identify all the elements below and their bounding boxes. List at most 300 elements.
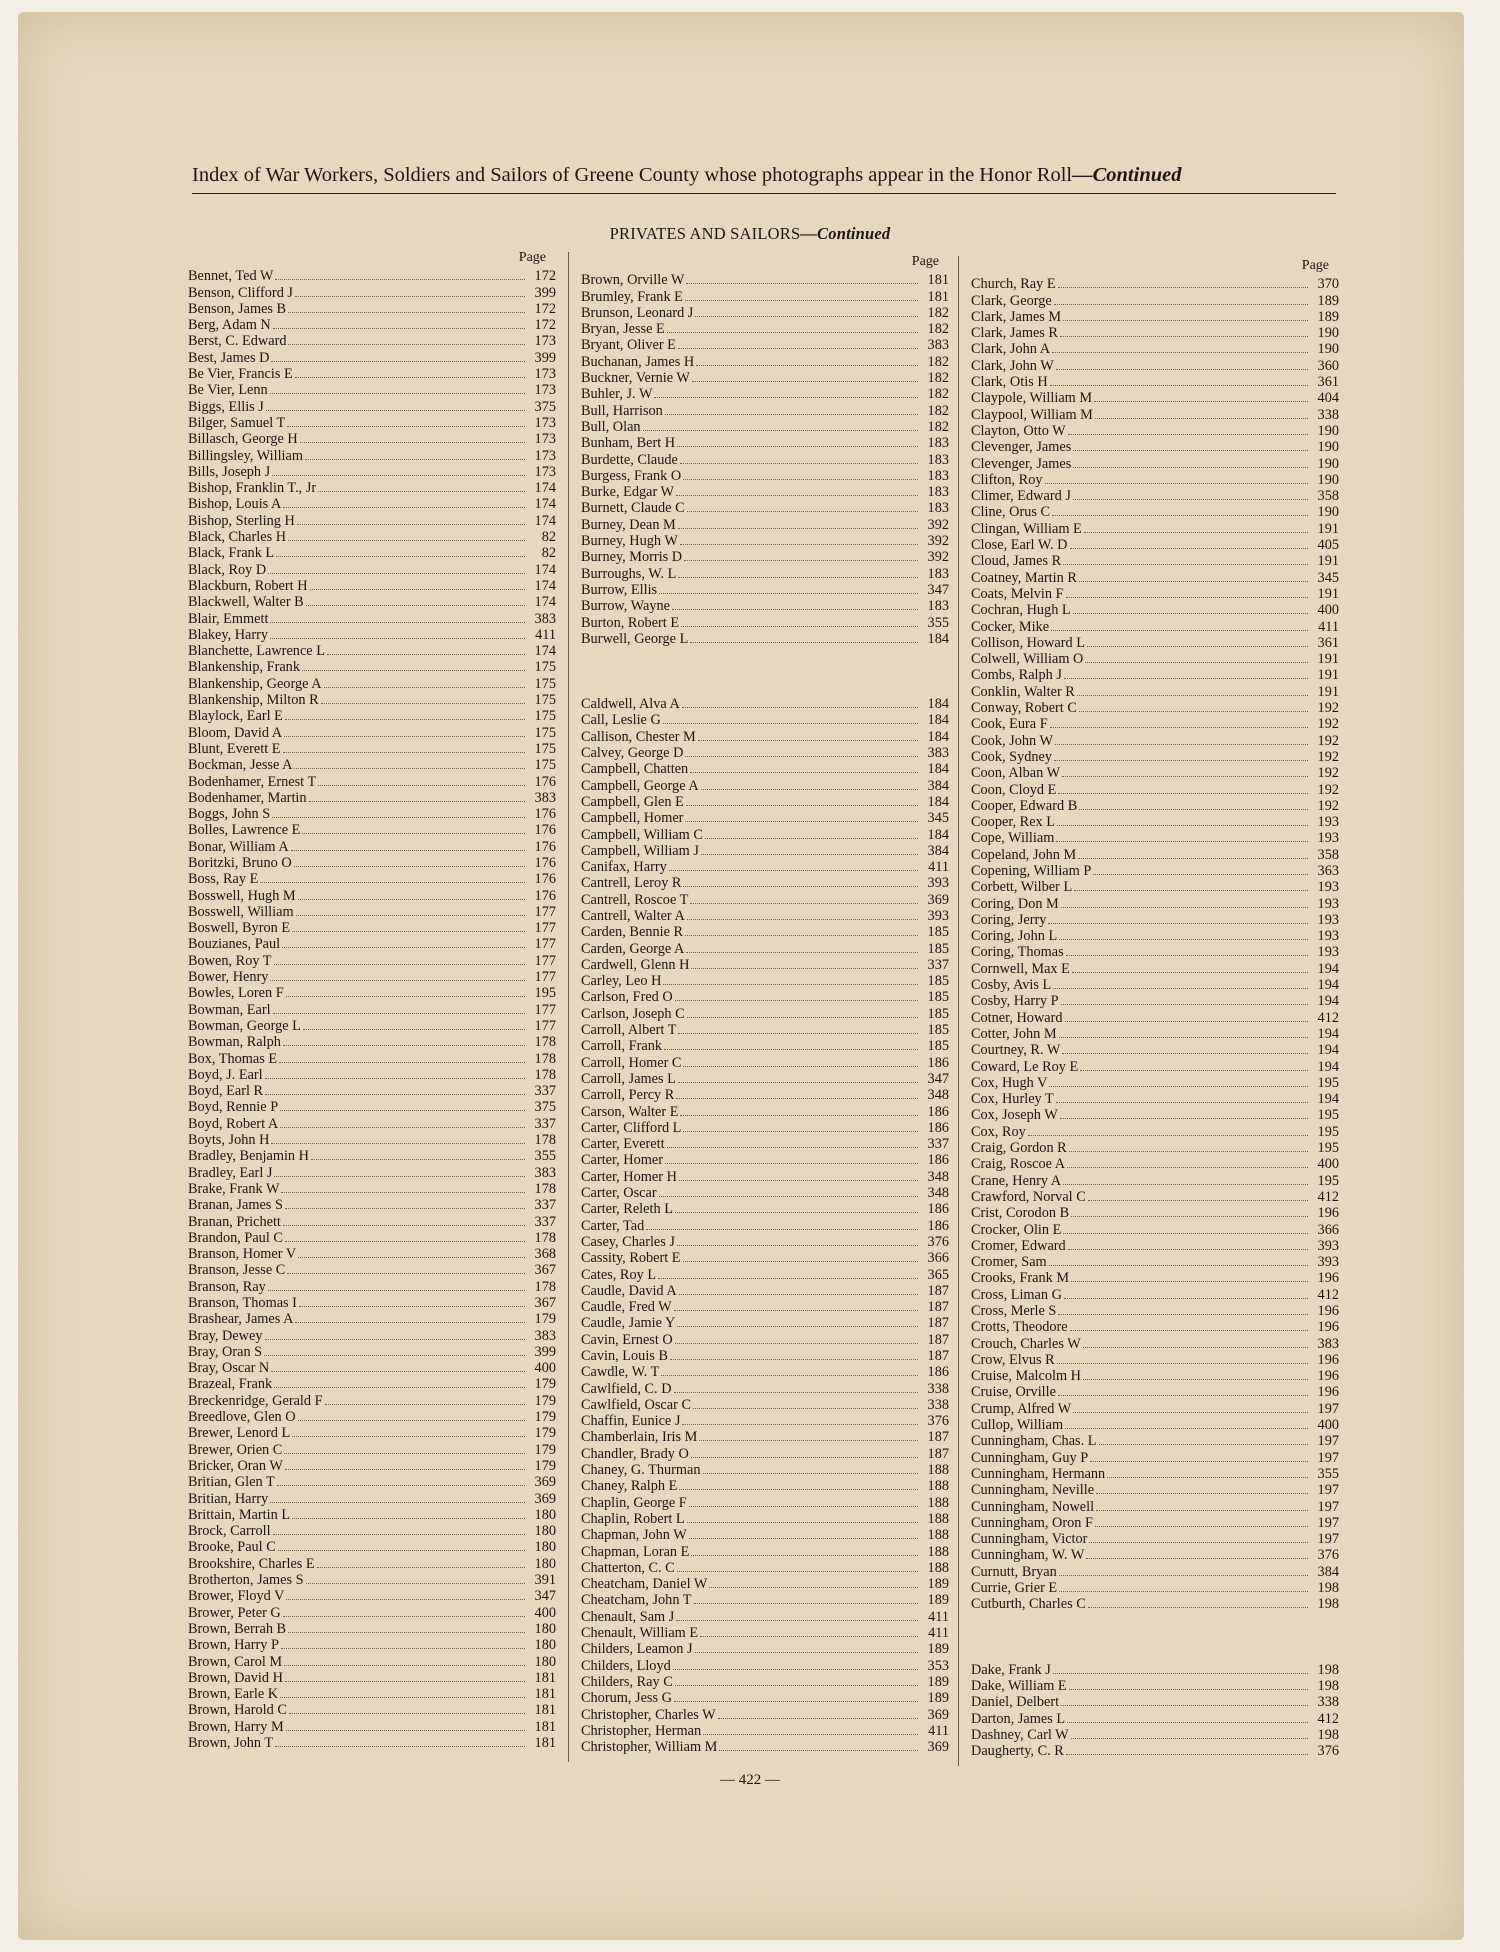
index-entry xyxy=(971,846,1339,862)
index-entry xyxy=(188,936,556,952)
index-entry xyxy=(971,1596,1339,1612)
page-column-label: Page xyxy=(911,254,939,269)
entry-page: 345 xyxy=(927,810,949,827)
entry-name: Crawford, Norval C xyxy=(971,1188,1086,1205)
index-entry xyxy=(581,875,949,891)
index-entry xyxy=(188,1621,556,1637)
entry-name: Carter, Tad xyxy=(581,1217,645,1234)
entry-page: 192 xyxy=(1317,716,1339,733)
index-entry xyxy=(581,533,949,549)
entry-page: 187 xyxy=(927,1282,949,1299)
entry-page: 179 xyxy=(534,1441,556,1458)
entry-name: Burnett, Claude C xyxy=(581,500,685,517)
entry-name: Claypool, William M xyxy=(971,406,1093,423)
index-entry xyxy=(581,1527,949,1543)
entry-page: 192 xyxy=(1317,732,1339,749)
entry-page: 411 xyxy=(928,1722,949,1739)
index-entry xyxy=(188,822,556,838)
entry-page: 198 xyxy=(1317,1661,1339,1678)
entry-name: Cunningham, Nowell xyxy=(971,1498,1095,1515)
entry-page: 347 xyxy=(927,581,949,598)
index-entry xyxy=(581,745,949,761)
index-entry xyxy=(971,895,1339,911)
dot-leader xyxy=(695,1652,918,1653)
entry-page: 184 xyxy=(927,630,949,647)
entry-name: Blackburn, Robert H xyxy=(188,577,308,594)
entry-name: Carson, Walter E xyxy=(581,1103,679,1120)
index-entry xyxy=(188,904,556,920)
entry-name: Cheatcham, John T xyxy=(581,1592,692,1609)
index-entry xyxy=(971,309,1339,325)
dot-leader xyxy=(677,1245,918,1246)
index-entry xyxy=(581,1560,949,1576)
dot-leader xyxy=(284,736,525,737)
index-column-1 xyxy=(188,250,556,1751)
index-entry xyxy=(188,317,556,333)
dot-leader xyxy=(1063,320,1308,321)
dot-leader xyxy=(1095,1526,1308,1527)
dot-leader xyxy=(692,381,918,382)
index-entry xyxy=(581,1690,949,1706)
index-entry xyxy=(581,1641,949,1657)
dot-leader xyxy=(718,1718,918,1719)
entry-page: 184 xyxy=(927,728,949,745)
entry-name: Bishop, Sterling H xyxy=(188,512,295,529)
index-entry xyxy=(188,1555,556,1571)
index-entry xyxy=(581,794,949,810)
dot-leader xyxy=(1085,662,1308,663)
entry-page: 353 xyxy=(927,1657,949,1674)
entry-page: 189 xyxy=(927,1673,949,1690)
entry-name: Bishop, Louis A xyxy=(188,496,282,513)
entry-name: Bray, Oran S xyxy=(188,1343,263,1360)
dot-leader xyxy=(700,1636,918,1637)
dot-leader xyxy=(283,752,525,753)
index-entry xyxy=(971,325,1339,341)
entry-name: Cawlfield, C. D xyxy=(581,1380,672,1397)
entry-page: 188 xyxy=(927,1462,949,1479)
index-entry xyxy=(971,830,1339,846)
entry-name: Chapman, Loran E xyxy=(581,1543,690,1560)
dot-leader xyxy=(1056,369,1308,370)
entry-name: Bricker, Oran W xyxy=(188,1457,283,1474)
dot-leader xyxy=(659,1196,918,1197)
entry-name: Blankenship, Milton R xyxy=(188,692,319,709)
entry-page: 411 xyxy=(928,859,949,876)
dot-leader xyxy=(687,511,918,512)
entry-page: 376 xyxy=(927,1233,949,1250)
dot-leader xyxy=(686,805,918,806)
dot-leader xyxy=(663,984,918,985)
index-entry xyxy=(581,1266,949,1282)
dot-leader xyxy=(693,1408,918,1409)
entry-page: 183 xyxy=(927,451,949,468)
entry-page: 404 xyxy=(1317,390,1339,407)
entry-name: Cross, Merle S xyxy=(971,1303,1057,1319)
entry-name: Coward, Le Roy E xyxy=(971,1058,1079,1075)
dot-leader xyxy=(1053,1673,1308,1674)
entry-page: 358 xyxy=(1317,846,1339,863)
index-entry xyxy=(581,1250,949,1266)
dot-leader xyxy=(1053,988,1308,989)
entry-page: 172 xyxy=(534,268,556,285)
index-entry xyxy=(188,1344,556,1360)
entry-page: 338 xyxy=(1317,406,1339,423)
entry-page: 194 xyxy=(1317,1042,1339,1059)
index-entry xyxy=(971,1449,1339,1465)
index-entry xyxy=(581,696,949,712)
entry-name: Conway, Robert C xyxy=(971,700,1077,717)
dot-leader xyxy=(685,300,918,301)
index-entry xyxy=(188,349,556,365)
dot-leader xyxy=(1063,1233,1308,1234)
page-number: — 422 — xyxy=(720,1772,780,1788)
dot-leader xyxy=(275,1746,525,1747)
dot-leader xyxy=(1050,385,1308,386)
dot-leader xyxy=(270,980,525,981)
entry-page: 189 xyxy=(1317,308,1339,325)
index-entry xyxy=(188,1718,556,1734)
section-gap xyxy=(971,1612,1339,1661)
dot-leader xyxy=(1068,1249,1308,1250)
index-entry xyxy=(971,1156,1339,1172)
entry-page: 191 xyxy=(1317,667,1339,684)
dot-leader xyxy=(690,903,918,904)
index-entry xyxy=(581,957,949,973)
index-entry xyxy=(971,993,1339,1009)
entry-name: Chamberlain, Iris M xyxy=(581,1429,698,1446)
section-title: PRIVATES AND SAILORS xyxy=(609,224,801,243)
entry-name: Boyd, Robert A xyxy=(188,1115,279,1132)
dot-leader xyxy=(1056,841,1308,842)
index-entry xyxy=(971,749,1339,765)
index-entry xyxy=(581,419,949,435)
dot-leader xyxy=(682,707,918,708)
entry-page: 411 xyxy=(928,1625,949,1642)
entry-name: Campbell, Homer xyxy=(581,810,684,827)
dot-leader xyxy=(264,1355,525,1356)
entry-name: Bilger, Samuel T xyxy=(188,414,286,431)
entry-name: Bradley, Benjamin H xyxy=(188,1148,309,1165)
entry-name: Branan, Prichett xyxy=(188,1213,281,1230)
entry-page: 185 xyxy=(927,1022,949,1039)
entry-name: Clifton, Roy xyxy=(971,471,1043,488)
entry-page: 366 xyxy=(1317,1221,1339,1238)
entry-page: 179 xyxy=(534,1392,556,1409)
entry-page: 195 xyxy=(1317,1140,1339,1157)
entry-page: 193 xyxy=(1317,895,1339,912)
index-entry xyxy=(188,284,556,300)
entry-page: 198 xyxy=(1317,1580,1339,1597)
index-entry xyxy=(581,826,949,842)
dot-leader xyxy=(1050,727,1308,728)
entry-name: Benson, James B xyxy=(188,300,287,317)
entry-name: Cloud, James R xyxy=(971,553,1062,570)
dot-leader xyxy=(279,1062,525,1063)
entry-page: 190 xyxy=(1317,455,1339,472)
index-entry xyxy=(188,333,556,349)
entry-name: Bosswell, Hugh M xyxy=(188,887,296,904)
dot-leader xyxy=(318,785,525,786)
entry-name: Brown, Carol M xyxy=(188,1653,283,1670)
entry-page: 175 xyxy=(534,740,556,757)
index-entry xyxy=(188,1083,556,1099)
entry-page: 188 xyxy=(927,1494,949,1511)
index-entry xyxy=(971,798,1339,814)
dot-leader xyxy=(1107,1477,1308,1478)
dot-leader xyxy=(654,397,918,398)
entry-name: Biggs, Ellis J xyxy=(188,398,264,415)
index-entry xyxy=(971,1498,1339,1514)
dot-leader xyxy=(285,1208,525,1209)
index-entry xyxy=(188,512,556,528)
entry-name: Boyd, Rennie P xyxy=(188,1099,279,1116)
dot-leader xyxy=(280,1697,525,1698)
entry-page: 411 xyxy=(1318,618,1339,635)
entry-name: Chorum, Jess G xyxy=(581,1690,672,1707)
entry-page: 337 xyxy=(927,956,949,973)
entry-name: Crist, Corodon B xyxy=(971,1205,1070,1222)
entry-page: 173 xyxy=(534,366,556,383)
entry-page: 179 xyxy=(534,1425,556,1442)
dot-leader xyxy=(643,430,918,431)
entry-name: Boggs, John S xyxy=(188,806,271,823)
entry-page: 189 xyxy=(1317,292,1339,309)
index-entry xyxy=(971,1075,1339,1091)
entry-page: 191 xyxy=(1317,585,1339,602)
dot-leader xyxy=(663,723,918,724)
index-entry xyxy=(971,1009,1339,1025)
index-entry xyxy=(581,1348,949,1364)
index-entry xyxy=(581,500,949,516)
entry-page: 178 xyxy=(534,1229,556,1246)
entry-page: 337 xyxy=(534,1213,556,1230)
index-entry xyxy=(188,1230,556,1246)
index-entry xyxy=(971,1238,1339,1254)
index-entry xyxy=(971,1205,1339,1221)
index-entry xyxy=(971,960,1339,976)
index-entry xyxy=(581,1364,949,1380)
entry-name: Brumley, Frank E xyxy=(581,288,683,305)
entry-name: Chaffin, Eunice J xyxy=(581,1413,681,1430)
entry-name: Cooper, Rex L xyxy=(971,814,1056,831)
dot-leader xyxy=(310,589,525,590)
dot-leader xyxy=(670,1359,918,1360)
index-entry xyxy=(581,1152,949,1168)
dot-leader xyxy=(674,1310,918,1311)
entry-page: 367 xyxy=(534,1295,556,1311)
entry-name: Boyd, J. Earl xyxy=(188,1066,263,1083)
dot-leader xyxy=(680,1115,918,1116)
entry-page: 192 xyxy=(1317,797,1339,814)
index-entry xyxy=(971,488,1339,504)
dot-leader xyxy=(1059,1575,1308,1576)
entry-name: Buhler, J. W xyxy=(581,386,653,403)
index-entry xyxy=(188,1409,556,1425)
dot-leader xyxy=(271,1143,525,1144)
entry-name: Carley, Leo H xyxy=(581,973,662,990)
entry-name: Coon, Alban W xyxy=(971,765,1061,782)
entry-name: Bull, Harrison xyxy=(581,402,663,419)
index-entry xyxy=(971,1433,1339,1449)
entry-name: Cooper, Edward B xyxy=(971,797,1078,814)
entry-name: Carroll, Homer C xyxy=(581,1054,682,1071)
index-entry xyxy=(581,940,949,956)
entry-page: 412 xyxy=(1317,1009,1339,1026)
index-entry xyxy=(581,451,949,467)
entry-page: 195 xyxy=(1317,1172,1339,1189)
index-entry xyxy=(581,1087,949,1103)
index-entry xyxy=(971,1270,1339,1286)
dot-leader xyxy=(1088,1607,1308,1608)
dot-leader xyxy=(677,446,918,447)
index-entry xyxy=(581,891,949,907)
entry-name: Burney, Hugh W xyxy=(581,533,678,550)
entry-name: Bloom, David A xyxy=(188,724,283,741)
entry-name: Britian, Harry xyxy=(188,1490,269,1507)
dot-leader xyxy=(1071,1281,1308,1282)
entry-name: Bowen, Roy T xyxy=(188,952,272,969)
dot-leader xyxy=(673,1669,918,1670)
entry-name: Brake, Frank W xyxy=(188,1180,280,1197)
dot-leader xyxy=(678,1082,918,1083)
entry-page: 197 xyxy=(1317,1400,1339,1417)
dot-leader xyxy=(1061,1705,1308,1706)
entry-name: Boritzki, Bruno O xyxy=(188,854,292,871)
entry-page: 347 xyxy=(927,1070,949,1087)
dot-leader xyxy=(295,296,525,297)
entry-page: 369 xyxy=(927,891,949,908)
dot-leader xyxy=(280,1127,525,1128)
dot-leader xyxy=(1074,890,1308,891)
entry-name: Brookshire, Charles E xyxy=(188,1555,315,1572)
entry-page: 178 xyxy=(534,1132,556,1149)
entry-page: 180 xyxy=(534,1539,556,1556)
dot-leader xyxy=(709,1587,918,1588)
entry-name: Cantrell, Roscoe T xyxy=(581,891,689,908)
dot-leader xyxy=(679,1489,918,1490)
entry-name: Carter, Oscar xyxy=(581,1185,657,1202)
dot-leader xyxy=(674,1392,918,1393)
entry-page: 185 xyxy=(927,989,949,1006)
entry-name: Cawdle, W. T xyxy=(581,1364,660,1381)
entry-page: 194 xyxy=(1317,1091,1339,1108)
index-entry xyxy=(188,415,556,431)
index-entry xyxy=(188,268,556,284)
entry-page: 180 xyxy=(534,1555,556,1572)
index-entry xyxy=(188,480,556,496)
dot-leader xyxy=(1058,287,1308,288)
dot-leader xyxy=(1058,1395,1308,1396)
index-entry xyxy=(971,716,1339,732)
index-entry xyxy=(971,1335,1339,1351)
dot-leader xyxy=(1068,434,1308,435)
dot-leader xyxy=(677,1571,918,1572)
dot-leader xyxy=(1089,1542,1308,1543)
entry-page: 400 xyxy=(534,1604,556,1621)
dot-leader xyxy=(667,1147,918,1148)
dot-leader xyxy=(685,756,918,757)
entry-page: 173 xyxy=(534,333,556,350)
dot-leader xyxy=(658,1278,918,1279)
dot-leader xyxy=(1051,630,1308,631)
index-entry xyxy=(971,1694,1339,1710)
index-entry xyxy=(188,398,556,414)
dot-leader xyxy=(1099,1444,1309,1445)
entry-name: Dake, Frank J xyxy=(971,1661,1051,1678)
index-entry xyxy=(971,1107,1339,1123)
entry-page: 177 xyxy=(534,969,556,986)
entry-page: 173 xyxy=(534,414,556,431)
index-entry xyxy=(971,635,1339,651)
entry-page: 376 xyxy=(1317,1743,1339,1760)
entry-name: Burrow, Wayne xyxy=(581,598,670,615)
dot-leader xyxy=(1073,499,1308,500)
dot-leader xyxy=(1080,1070,1308,1071)
entry-name: Cardwell, Glenn H xyxy=(581,956,690,973)
entry-page: 399 xyxy=(534,1343,556,1360)
dot-leader xyxy=(271,1371,525,1372)
dot-leader xyxy=(1069,1689,1308,1690)
dot-leader xyxy=(684,560,918,561)
dot-leader xyxy=(1067,1167,1308,1168)
entry-page: 338 xyxy=(1317,1694,1339,1711)
entry-name: Cunningham, Neville xyxy=(971,1482,1095,1499)
entry-page: 194 xyxy=(1317,977,1339,994)
index-entry xyxy=(581,1380,949,1396)
index-entry xyxy=(188,1295,556,1311)
index-entry xyxy=(971,1042,1339,1058)
dot-leader xyxy=(686,283,918,284)
index-entry xyxy=(971,1400,1339,1416)
dot-leader xyxy=(298,899,525,900)
dot-leader xyxy=(1070,1330,1308,1331)
dot-leader xyxy=(289,1713,525,1714)
index-entry xyxy=(188,1376,556,1392)
index-entry xyxy=(581,598,949,614)
index-entry xyxy=(188,627,556,643)
entry-page: 189 xyxy=(927,1641,949,1658)
entry-page: 190 xyxy=(1317,439,1339,456)
entry-name: Blackwell, Walter B xyxy=(188,594,304,611)
entry-page: 338 xyxy=(927,1380,949,1397)
entry-page: 187 xyxy=(927,1445,949,1462)
index-entry xyxy=(581,1706,949,1722)
entry-page: 182 xyxy=(927,353,949,370)
entry-page: 185 xyxy=(927,1038,949,1055)
dot-leader xyxy=(1084,532,1308,533)
entry-page: 186 xyxy=(927,1103,949,1120)
index-entry xyxy=(581,1462,949,1478)
index-entry xyxy=(188,431,556,447)
entry-name: Carlson, Fred O xyxy=(581,989,673,1006)
entry-page: 183 xyxy=(927,435,949,452)
dot-leader xyxy=(665,414,918,415)
entry-name: Crump, Alfred W xyxy=(971,1400,1072,1417)
index-entry xyxy=(581,1625,949,1641)
entry-page: 180 xyxy=(534,1620,556,1637)
index-entry xyxy=(188,1327,556,1343)
index-entry xyxy=(581,337,949,353)
entry-page: 392 xyxy=(927,516,949,533)
dot-leader xyxy=(291,850,525,851)
entry-name: Combs, Ralph J xyxy=(971,667,1062,684)
entry-page: 197 xyxy=(1317,1482,1339,1499)
entry-page: 174 xyxy=(534,594,556,611)
entry-name: Cox, Hurley T xyxy=(971,1091,1054,1108)
entry-page: 185 xyxy=(927,924,949,941)
entry-name: Carter, Homer xyxy=(581,1152,663,1169)
